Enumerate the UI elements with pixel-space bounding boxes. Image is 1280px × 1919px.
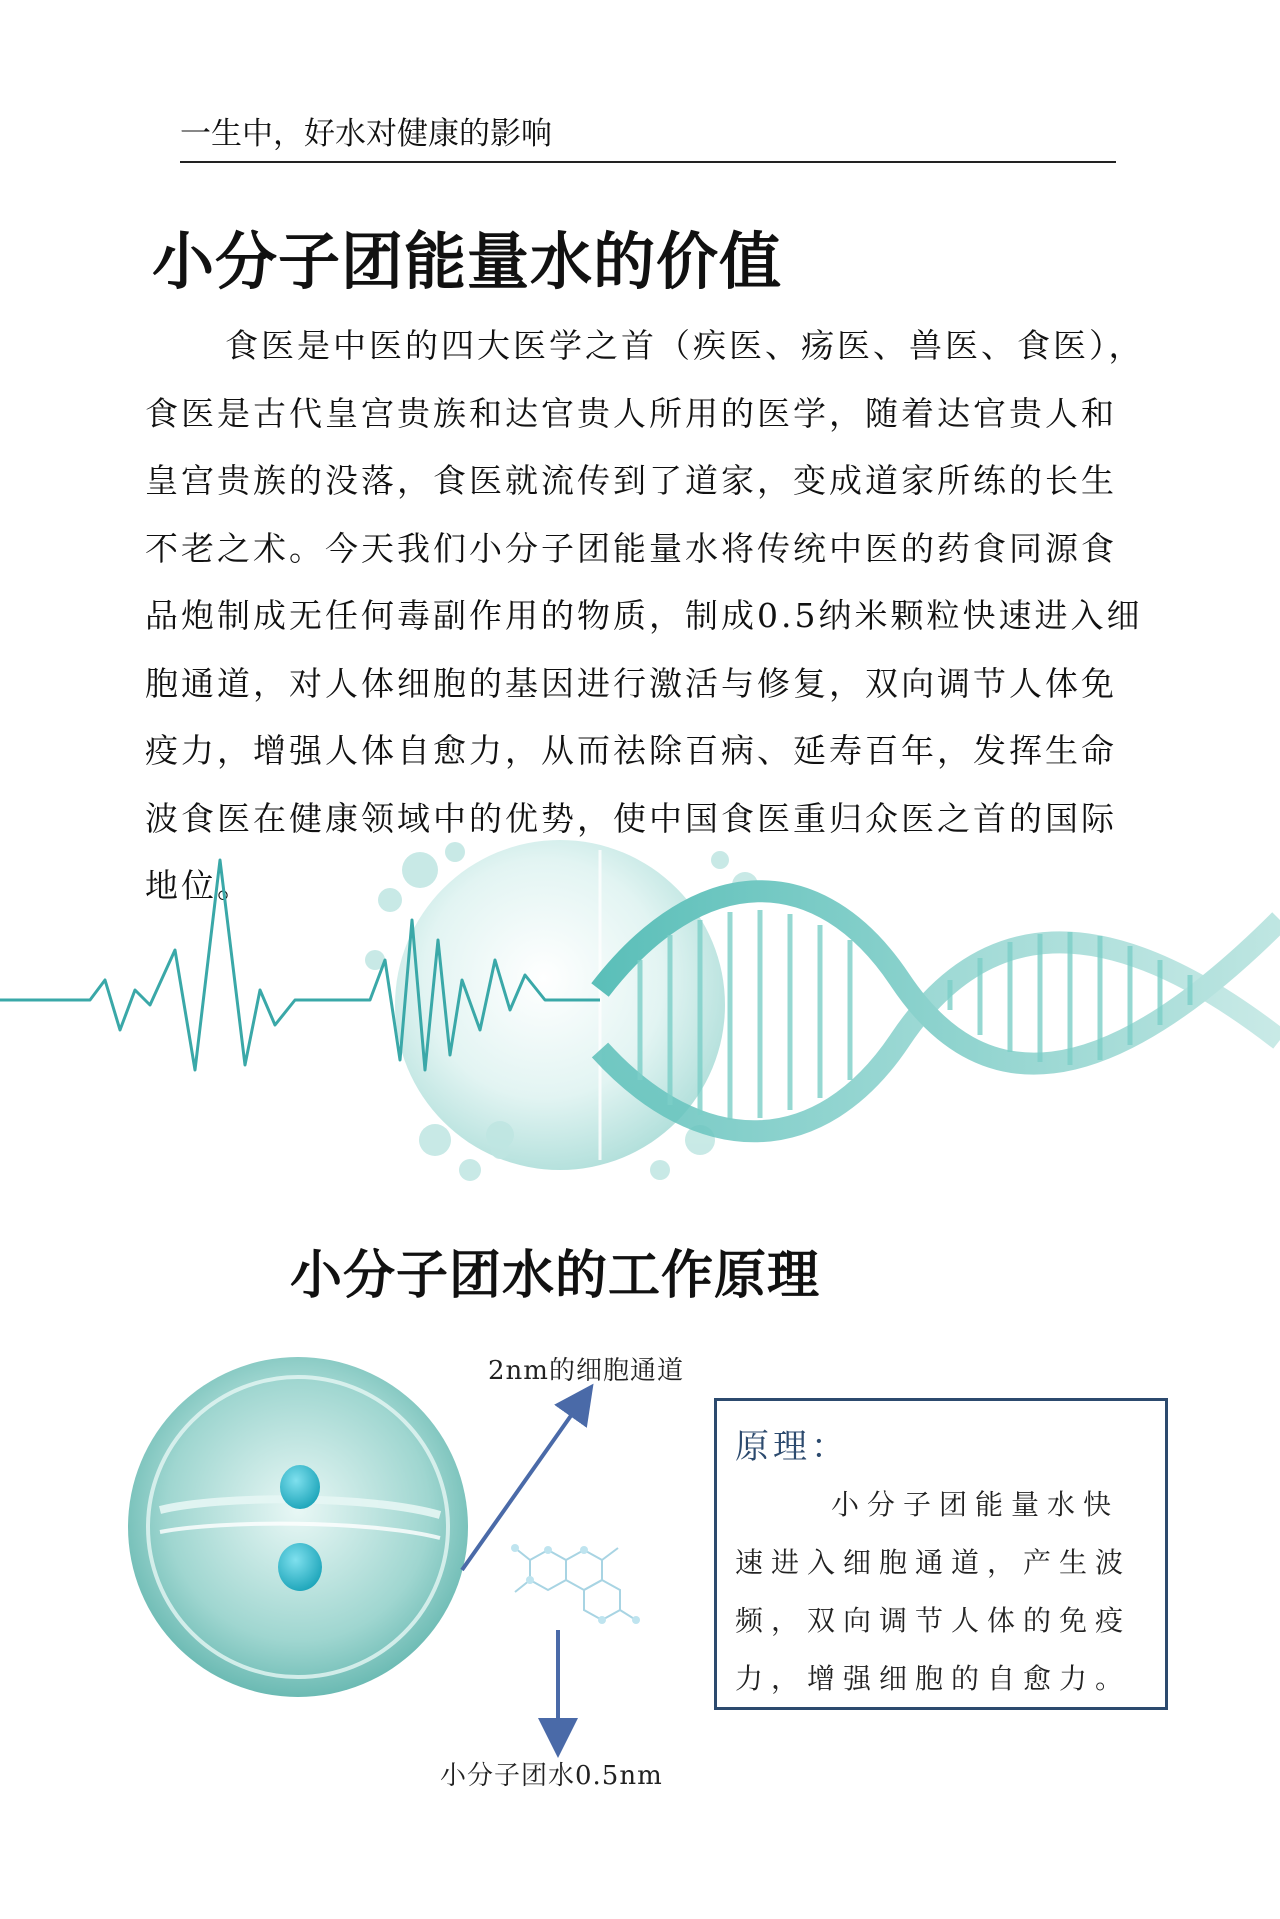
body-paragraph: 食医是中医的四大医学之首（疾医、疡医、兽医、食医），食医是古代皇宫贵族和达官贵人所用的医学，随着达官贵人和皇宫贵族的没落，食医就流传到了道家，变成道家所练的长生不老之术。今天我们小分子团能量水将传统中医的药食同源食品炮制成无任何毒副作用的物质，制成0.5纳米颗粒快速进入细胞通道，对人体细胞的基因进行激活与修复，双向调节人体免疫力，增强人体自愈力，从而祛除百病、延寿百年，发挥生命波食医在健康领域中的优势，使中国食医重归众医之首的国际地位。: [145, 326, 1145, 905]
principle-box: [714, 1398, 1168, 1710]
page-header: [180, 108, 1116, 163]
nucleus-top: [280, 1465, 320, 1509]
molecule-atoms: [511, 1544, 640, 1624]
molecule-structure: [515, 1548, 636, 1620]
header-text: 一生中，好水对健康的影响: [180, 116, 552, 152]
page-title: 小分子团能量水的价值: [152, 225, 783, 298]
dna-helix: [600, 891, 1280, 1131]
cell-cross-section: [128, 1357, 468, 1697]
nucleus-bottom: [278, 1543, 322, 1591]
molecule-label: 小分子团水0.5nm: [440, 1761, 663, 1791]
cell-dna-illustration: [0, 840, 1280, 1210]
section-subtitle: 小分子团水的工作原理: [290, 1246, 821, 1306]
channel-label: 2nm的细胞通道: [488, 1356, 684, 1386]
principle-title: 原理：: [735, 1427, 849, 1467]
principle-text: 小分子团能量水快速进入细胞通道，产生波频，双向调节人体的免疫力，增强细胞的自愈力。: [735, 1488, 1132, 1695]
arrow-to-channel: [462, 1400, 582, 1570]
